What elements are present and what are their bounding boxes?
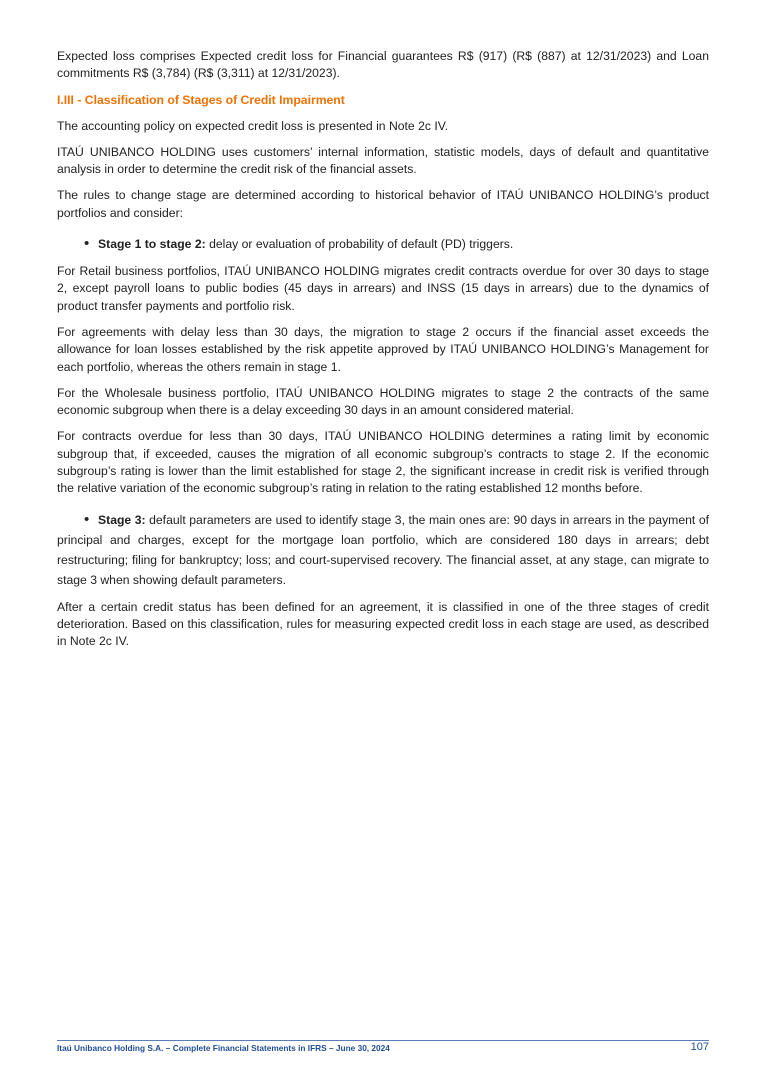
paragraph-retail: For Retail business portfolios, ITAÚ UNIBANCO HOLDING migrates credit contracts overdue for over 30 days to stage 2, except payroll loans to public bodies (45 days in arrears) and INSS (15 days in arrears) due to the dynamics of product transfer payments and portfolio risk. <box>57 264 709 313</box>
paragraph-internal-information: ITAÚ UNIBANCO HOLDING uses customers’ internal information, statistic models, days of default and quantitative analysis in order to determine the credit risk of the financial assets. <box>57 144 709 177</box>
bullet-text: default parameters are used to identify stage 3, the main ones are: 90 days in arrears in the payment of principal and charges, except for the mortgage loan portfolio, which are considered 180 days in arrears; debt restructuring; filing for bankruptcy; loss; and court-supervised recovery. The financial asset, at any stage, can migrate to stage 3 when showing default parameters. <box>57 512 709 587</box>
bullet-dot-icon: • <box>84 235 90 253</box>
footer-text: Itaú Unibanco Holding S.A. – Complete Financial Statements in IFRS – June 30, 2024 <box>57 1043 390 1053</box>
bullet-label: Stage 1 to stage 2: <box>98 237 206 252</box>
paragraph-credit-status: After a certain credit status has been defined for an agreement, it is classified in one of the three stages of credit deterioration. Based on this classification, rules for measuring expected credit loss in each stage are used, as described in Note 2c IV. <box>57 599 709 649</box>
page-content <box>57 48 709 660</box>
section-title: I.III - Classification of Stages of Credit Impairment <box>57 92 345 107</box>
paragraph-stage-rules: The rules to change stage are determined according to historical behavior of ITAÚ UNIBANCO HOLDING’s product portfolios and consider: <box>57 188 709 220</box>
paragraph-wholesale: For the Wholesale business portfolio, ITAÚ UNIBANCO HOLDING migrates to stage 2 the contracts of the same economic subgroup when there is a delay exceeding 30 days in an amount considered material. <box>57 385 709 418</box>
paragraph-delay-less-30: For agreements with delay less than 30 days, the migration to stage 2 occurs if the financial asset exceeds the allowance for loan losses established by the risk appetite approved by ITAÚ UNIBANCO HOLDING’s Management for each portfolio, whereas the others remain in stage 1. <box>57 324 709 374</box>
bullet-stage-1-to-2 <box>57 234 709 254</box>
page-number: 107 <box>690 1041 709 1053</box>
footer-divider <box>57 1040 709 1041</box>
paragraph-overdue-less-30: For contracts overdue for less than 30 days, ITAÚ UNIBANCO HOLDING determines a rating limit by economic subgroup that, if exceeded, causes the migration of all economic subgroup’s contracts to stage 2. If the economic subgroup’s rating is lower than the limit established for stage 2, the significant increase in credit risk is verified through the relative variation of the economic subgroup’s rating in relation to the rating established 12 months before. <box>57 429 709 496</box>
paragraph-accounting-policy: The accounting policy on expected credit loss is presented in Note 2c IV. <box>57 118 449 133</box>
bullet-label: Stage 3: <box>98 512 146 527</box>
bullet-text: delay or evaluation of probability of default (PD) triggers. <box>205 237 514 252</box>
paragraph-expected-loss: Expected loss comprises Expected credit loss for Financial guarantees R$ (917) (R$ (887) at 12/31/2023) and Loan commitments R$ (3,784) (R$ (3,311) at 12/31/2023). <box>57 49 709 81</box>
bullet-stage-3 <box>57 510 709 590</box>
bullet-dot-icon: • <box>84 510 90 528</box>
